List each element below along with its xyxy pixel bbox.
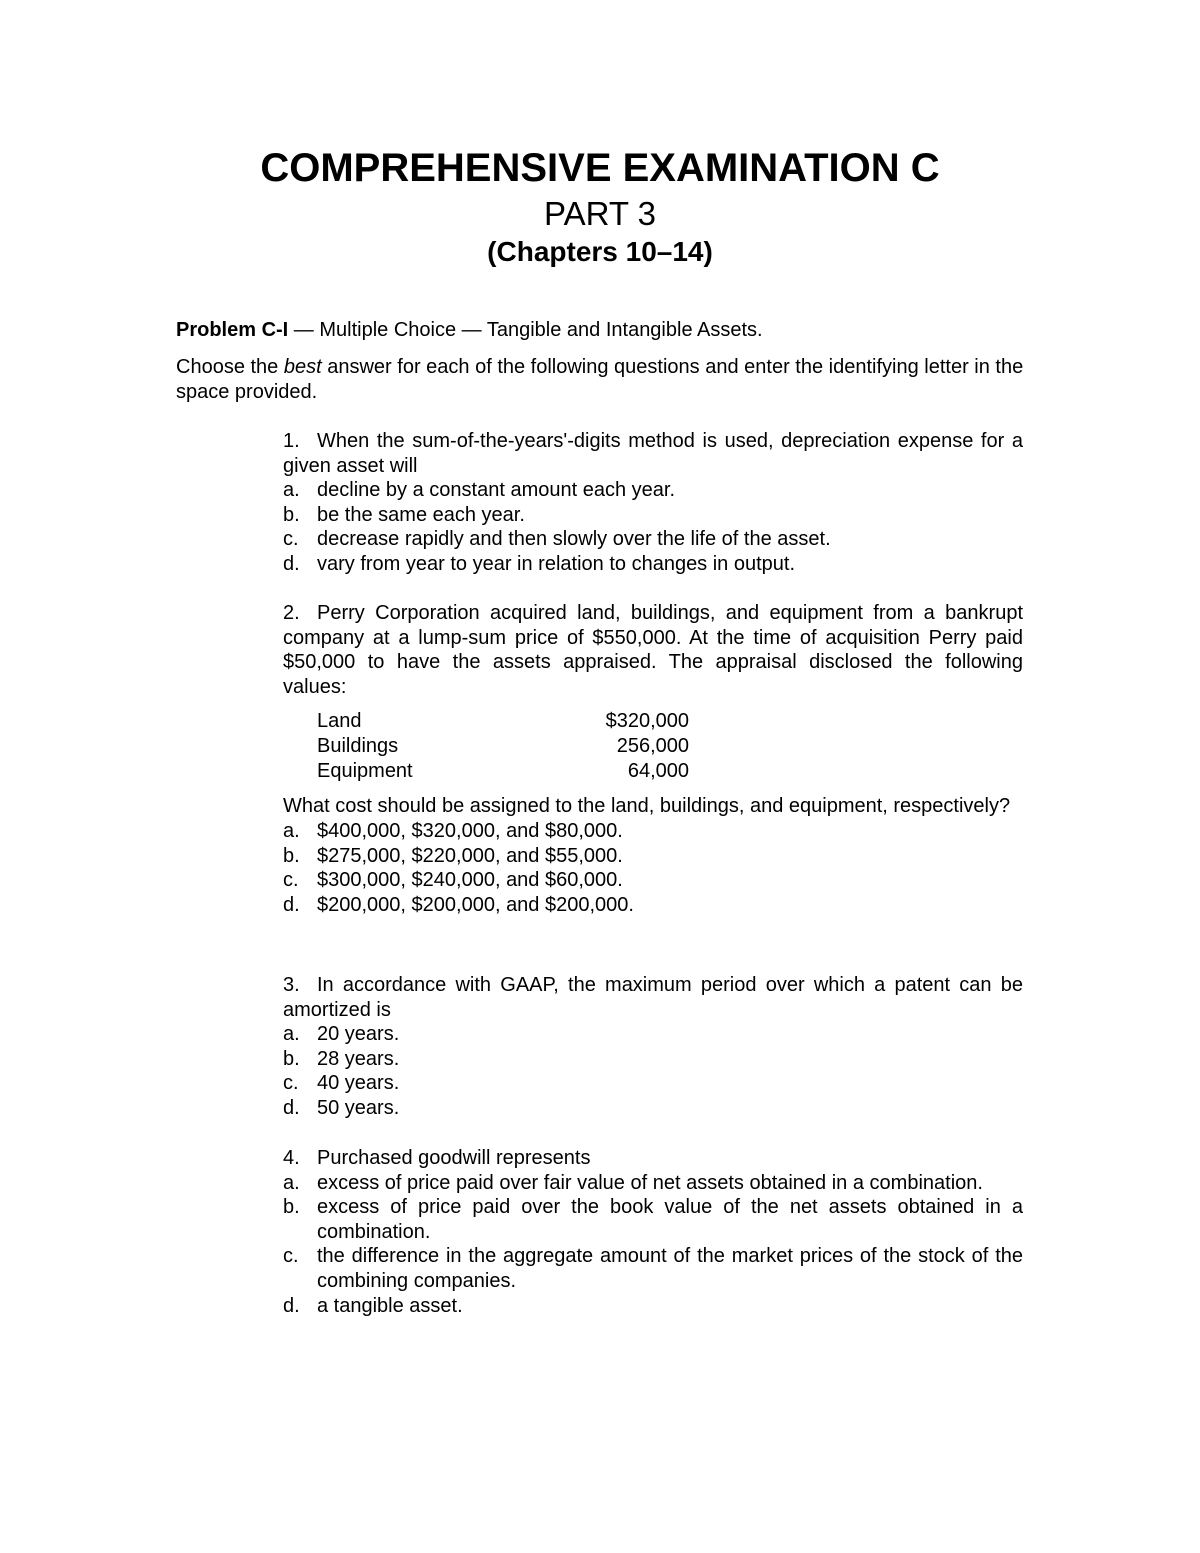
option-text: 50 years. [317, 1096, 400, 1119]
option-letter: a. [283, 819, 300, 842]
option-letter: b. [283, 1196, 300, 1219]
problem-heading-text: — Multiple Choice — Tangible and Intangible Assets. [288, 319, 763, 341]
question-number: 4. [283, 1147, 300, 1169]
answer-option-b [283, 844, 1023, 869]
question-followup: What cost should be assigned to the land, buildings, and equipment, respectively? [283, 795, 1011, 818]
answer-option-c [283, 868, 1023, 893]
question-text [283, 1146, 1023, 1171]
option-text: $200,000, $200,000, and $200,000. [317, 893, 634, 916]
exam-part: PART 3 [544, 195, 656, 232]
question-2 [283, 601, 1023, 917]
answer-option-d [283, 893, 1023, 918]
problem-heading [176, 318, 1026, 343]
option-letter: c. [283, 869, 299, 892]
question-text [283, 601, 1023, 699]
value-amount: 256,000 [616, 735, 689, 758]
value-amount: $320,000 [605, 710, 689, 733]
table-row [317, 709, 689, 734]
option-text: 28 years. [317, 1047, 400, 1070]
option-letter: a. [283, 1023, 300, 1046]
value-label: Equipment [317, 760, 413, 783]
option-text: $400,000, $320,000, and $80,000. [317, 819, 623, 842]
option-text: be the same each year. [317, 503, 525, 526]
value-label: Land [317, 710, 362, 733]
option-text: $275,000, $220,000, and $55,000. [317, 844, 623, 867]
question-stem: Perry Corporation acquired land, buildings, and equipment from a bankrupt company at a lump-sum price of $550,000. At the time of acquisition Perry paid $50,000 to have the assets appraised. The appraisal disclosed the following values: [283, 602, 1023, 698]
question-stem: In accordance with GAAP, the maximum period over which a patent can be amortized is [283, 974, 1023, 1021]
answer-option-a [283, 1022, 1023, 1047]
problem-instruction [176, 355, 1026, 404]
option-letter: c. [283, 1072, 299, 1095]
question-number: 3. [283, 974, 300, 996]
option-letter: c. [283, 1245, 299, 1268]
option-text: vary from year to year in relation to changes in output. [317, 552, 796, 575]
answer-option-c [283, 1071, 1023, 1096]
question-1 [283, 429, 1023, 577]
answer-option-c [283, 1244, 1023, 1293]
answer-option-b [283, 1047, 1023, 1072]
table-row [317, 759, 689, 784]
instruction-text-before: Choose the [176, 356, 284, 378]
option-letter: d. [283, 552, 300, 575]
answer-option-a [283, 819, 1023, 844]
option-letter: d. [283, 1096, 300, 1119]
exam-title: COMPREHENSIVE EXAMINATION C [260, 146, 940, 190]
answer-option-b [283, 503, 1023, 528]
option-letter: b. [283, 1047, 300, 1070]
option-letter: d. [283, 1294, 300, 1317]
option-text: $300,000, $240,000, and $60,000. [317, 869, 623, 892]
option-text: a tangible asset. [317, 1294, 463, 1317]
question-3 [283, 973, 1023, 1121]
answer-option-c [283, 527, 1023, 552]
question-text [283, 973, 1023, 1022]
option-letter: c. [283, 528, 299, 551]
answer-option-d [283, 1096, 1023, 1121]
exam-chapters: (Chapters 10–14) [487, 236, 713, 267]
option-text: 40 years. [317, 1072, 400, 1095]
option-text: excess of price paid over fair value of net assets obtained in a combination. [317, 1171, 983, 1194]
question-text [283, 429, 1023, 478]
appraisal-values-table [317, 709, 689, 784]
question-stem: Purchased goodwill represents [317, 1147, 591, 1169]
answer-option-b [283, 1195, 1023, 1244]
question-stem: When the sum-of-the-years'-digits method is used, depreciation expense for a given asset will [283, 430, 1023, 477]
instruction-text-after: answer for each of the following questions and enter the identifying letter in the space provided. [176, 356, 1024, 403]
question-number: 2. [283, 602, 300, 624]
value-label: Buildings [317, 735, 399, 758]
option-letter: b. [283, 844, 300, 867]
answer-option-d [283, 1294, 1023, 1319]
answer-option-a [283, 1171, 1023, 1196]
question-4 [283, 1146, 1023, 1318]
problem-label: Problem C-I [176, 319, 289, 341]
answer-option-a [283, 478, 1023, 503]
table-row [317, 734, 689, 759]
option-text: decrease rapidly and then slowly over the life of the asset. [317, 528, 831, 551]
option-letter: b. [283, 503, 300, 526]
option-text: decline by a constant amount each year. [317, 479, 676, 502]
instruction-emphasis: best [283, 356, 322, 378]
option-letter: d. [283, 893, 300, 916]
answer-option-d [283, 552, 1023, 577]
option-text: 20 years. [317, 1023, 400, 1046]
value-amount: 64,000 [627, 760, 689, 783]
option-letter: a. [283, 479, 300, 502]
option-text: the difference in the aggregate amount of the market prices of the stock of the combining companies. [317, 1245, 1023, 1292]
question-number: 1. [283, 430, 300, 452]
option-letter: a. [283, 1171, 300, 1194]
option-text: excess of price paid over the book value of the net assets obtained in a combination. [317, 1196, 1023, 1243]
